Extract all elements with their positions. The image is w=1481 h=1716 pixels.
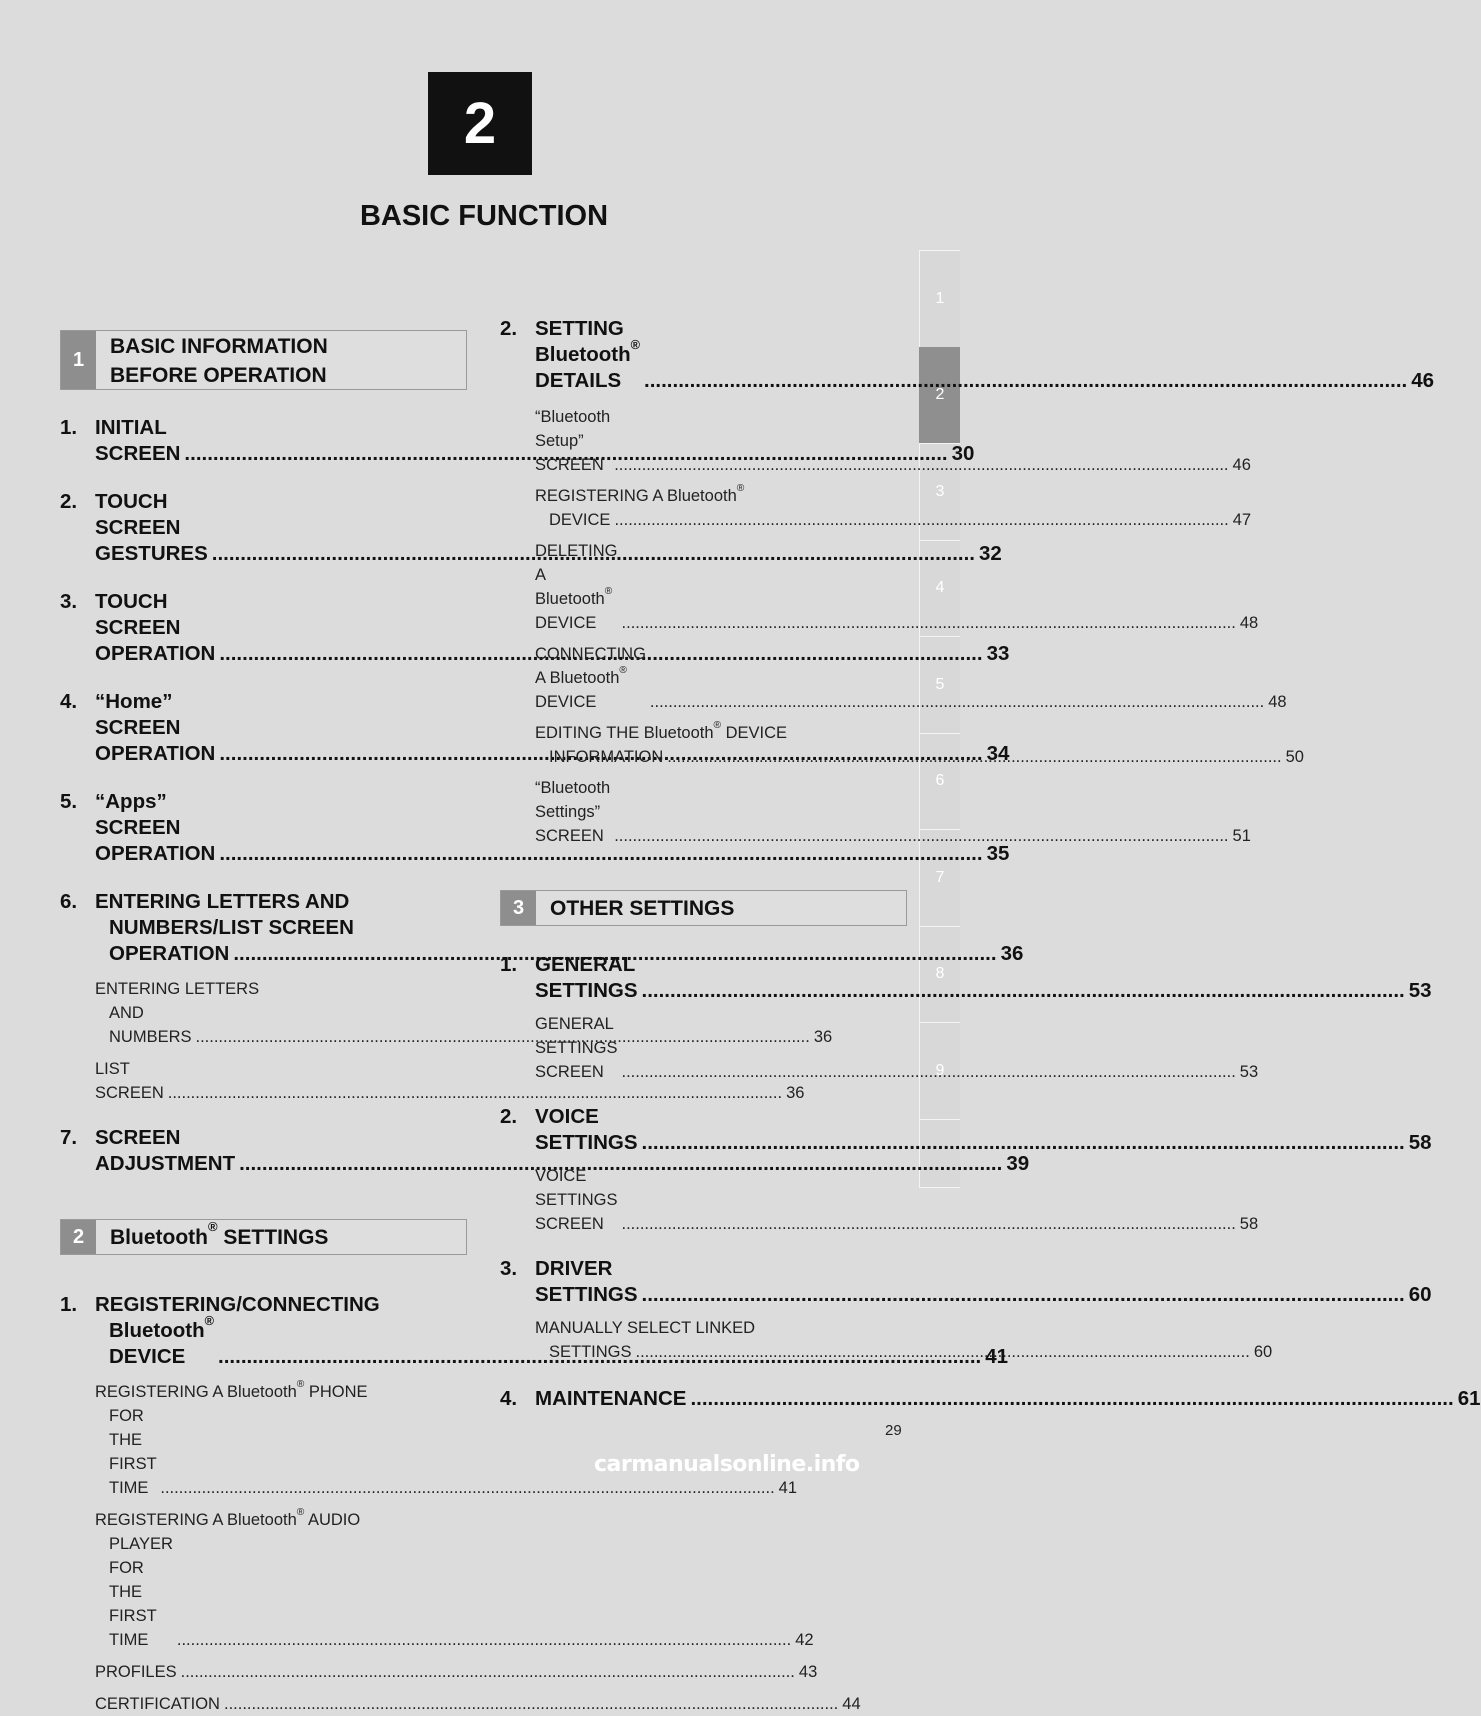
toc-entry-title: Bluetooth® DEVICE — [109, 1312, 215, 1368]
toc-entry-title: SCREEN ADJUSTMENT — [95, 1126, 236, 1175]
section-title-line: BASIC INFORMATION — [110, 335, 328, 358]
toc-subentry[interactable]: VOICE SETTINGS SCREEN ..... 58 — [500, 1164, 907, 1236]
toc-entry-page: 60 — [1408, 1283, 1432, 1306]
toc-entry-title: NUMBERS/LIST SCREEN — [109, 916, 354, 939]
toc-subentry[interactable]: MANUALLY SELECT LINKED SETTINGS ..... 60 — [500, 1316, 907, 1364]
chapter-tab-6[interactable]: 6 — [919, 733, 960, 830]
toc-subentry-page: 46 — [1232, 456, 1251, 474]
page-number: 29 — [885, 1422, 902, 1439]
toc-entry[interactable]: 2. VOICE SETTINGS ..... 58 — [500, 1104, 907, 1156]
section-number: 3 — [501, 891, 536, 925]
toc-subentry-page: 48 — [1268, 693, 1287, 711]
toc-subentry-page: 53 — [1239, 1063, 1259, 1081]
section-title-line: BEFORE OPERATION — [110, 364, 327, 387]
toc-entry-title: TOUCH SCREEN GESTURES — [95, 490, 208, 565]
chapter-tab-3[interactable]: 3 — [919, 443, 960, 540]
section-number: 1 — [61, 331, 96, 389]
toc-entry-page: 35 — [986, 842, 1010, 865]
toc-entry-title: GENERAL SETTINGS — [535, 953, 638, 1002]
chapter-tab-8[interactable]: 8 — [919, 926, 960, 1023]
chapter-tab-4[interactable]: 4 — [919, 540, 960, 637]
toc-subentry-page: 50 — [1285, 748, 1304, 766]
toc-entry-page: 61 — [1457, 1387, 1481, 1410]
toc-subentry-page: 51 — [1232, 827, 1251, 845]
toc-entry-page: 30 — [951, 442, 975, 465]
toc-entry-page: 41 — [985, 1345, 1009, 1368]
chapter-tab-1[interactable]: 1 — [919, 250, 960, 347]
toc-subentry[interactable]: “Bluetooth Settings” SCREEN ..... 51 — [500, 776, 907, 848]
toc-subentry-page: 36 — [813, 1028, 833, 1046]
chapter-tab-9[interactable]: 9 — [919, 1022, 960, 1119]
toc-entry-page: 58 — [1408, 1131, 1432, 1154]
chapter-title: BASIC FUNCTION — [359, 200, 609, 232]
chapter-tab-5[interactable]: 5 — [919, 636, 960, 733]
toc-entry-title: “Home” SCREEN OPERATION — [95, 690, 216, 765]
toc-subentry-page: 58 — [1239, 1215, 1259, 1233]
toc-entry-page: 39 — [1006, 1152, 1030, 1175]
section-header-1 — [60, 330, 467, 390]
toc-entry[interactable]: 2. TOUCH SCREEN GESTURES ..... 32 — [60, 489, 467, 567]
toc-subentry-page: 43 — [798, 1663, 818, 1681]
toc-entry[interactable]: 4. “Home” SCREEN OPERATION ..... 34 — [60, 689, 467, 767]
toc-subentry[interactable]: PROFILES ..... 43 — [60, 1660, 467, 1684]
toc-entry-title: INITIAL SCREEN — [95, 416, 181, 465]
chapter-tab-2[interactable]: 2 — [919, 347, 960, 444]
chapter-tab-7[interactable]: 7 — [919, 829, 960, 926]
toc-entry-page: 34 — [986, 742, 1010, 765]
section-number: 2 — [61, 1220, 96, 1254]
toc-subentry[interactable]: ENTERING LETTERS AND NUMBERS ..... 36 — [60, 977, 467, 1049]
chapter-number-box — [428, 72, 532, 175]
toc-entry[interactable]: 3. TOUCH SCREEN OPERATION ..... 33 — [60, 589, 467, 667]
toc-entry-title: OPERATION — [109, 942, 230, 965]
toc-subentry[interactable]: GENERAL SETTINGS SCREEN ..... 53 — [500, 1012, 907, 1084]
toc-subentry[interactable]: “Bluetooth Setup” SCREEN ..... 46 — [500, 405, 907, 477]
toc-subentry[interactable]: DELETING A Bluetooth® DEVICE ..... 48 — [500, 539, 907, 635]
toc-entry-title: SETTING Bluetooth® DETAILS — [535, 317, 641, 392]
toc-entry[interactable]: 1. INITIAL SCREEN ..... 30 — [60, 415, 467, 467]
toc-entry[interactable]: 1. GENERAL SETTINGS ..... 53 — [500, 952, 907, 1004]
toc-entry-page: 32 — [978, 542, 1002, 565]
toc-entry-title: “Apps” SCREEN OPERATION — [95, 790, 216, 865]
toc-subentry-page: 36 — [786, 1084, 805, 1102]
toc-subentry[interactable]: LIST SCREEN ..... 36 — [60, 1057, 467, 1105]
toc-subentry-page: 47 — [1232, 511, 1252, 529]
toc-entry[interactable]: 5. “Apps” SCREEN OPERATION ..... 35 — [60, 789, 467, 867]
toc-subentry-page: 41 — [778, 1479, 798, 1497]
section-header-3 — [500, 890, 907, 926]
section-title: OTHER SETTINGS — [550, 897, 735, 920]
toc-entry[interactable]: 4. MAINTENANCE ..... 61 — [500, 1386, 907, 1412]
toc-entry-page: 36 — [1000, 942, 1024, 965]
toc-entry[interactable]: 1. REGISTERING/CONNECTING Bluetooth® DEVICE ..... 41 — [60, 1292, 467, 1370]
toc-subentry[interactable]: EDITING THE Bluetooth® DEVICE INFORMATION ..... 50 — [500, 721, 907, 769]
toc-subentry[interactable]: REGISTERING A Bluetooth® PHONE FOR THE FIRST TIME ..... 41 — [60, 1380, 467, 1500]
toc-subentry-page: 48 — [1239, 614, 1259, 632]
watermark: carmanualsonline.info — [594, 1452, 860, 1477]
toc-entry-page: 46 — [1411, 369, 1435, 392]
toc-entry-title: VOICE SETTINGS — [535, 1105, 638, 1154]
toc-subentry[interactable]: CONNECTING A Bluetooth® DEVICE ..... 48 — [500, 642, 907, 714]
toc-subentry-page: 60 — [1253, 1343, 1273, 1361]
toc-entry-page: 33 — [986, 642, 1010, 665]
toc-entry-title: TOUCH SCREEN OPERATION — [95, 590, 216, 665]
toc-entry-page: 53 — [1408, 979, 1432, 1002]
toc-entry-title: DRIVER SETTINGS — [535, 1257, 638, 1306]
toc-subentry[interactable]: CERTIFICATION ..... 44 — [60, 1692, 467, 1716]
toc-entry[interactable]: 6. ENTERING LETTERS AND NUMBERS/LIST SCREEN OPERATION ..... 36 — [60, 889, 467, 967]
toc-subentry[interactable]: REGISTERING A Bluetooth® AUDIO PLAYER FOR THE FIRST TIME ..... 42 — [60, 1508, 467, 1652]
toc-entry[interactable]: 7. SCREEN ADJUSTMENT ..... 39 — [60, 1125, 467, 1177]
chapter-number: 2 — [463, 91, 497, 156]
toc-entry[interactable]: 3. DRIVER SETTINGS ..... 60 — [500, 1256, 907, 1308]
toc-subentry-page: 44 — [842, 1695, 861, 1713]
toc-entry-title: REGISTERING/CONNECTING — [95, 1293, 380, 1316]
section-header-2: 2 Bluetooth® SETTINGS — [60, 1219, 467, 1255]
toc-entry-title: MAINTENANCE — [535, 1387, 687, 1410]
toc-subentry[interactable]: REGISTERING A Bluetooth® DEVICE ..... 47 — [500, 484, 907, 532]
toc-entry[interactable]: 2. SETTING Bluetooth® DETAILS ..... 46 — [500, 316, 907, 394]
toc-entry-title: ENTERING LETTERS AND — [95, 890, 350, 913]
toc-subentry-page: 42 — [795, 1631, 814, 1649]
